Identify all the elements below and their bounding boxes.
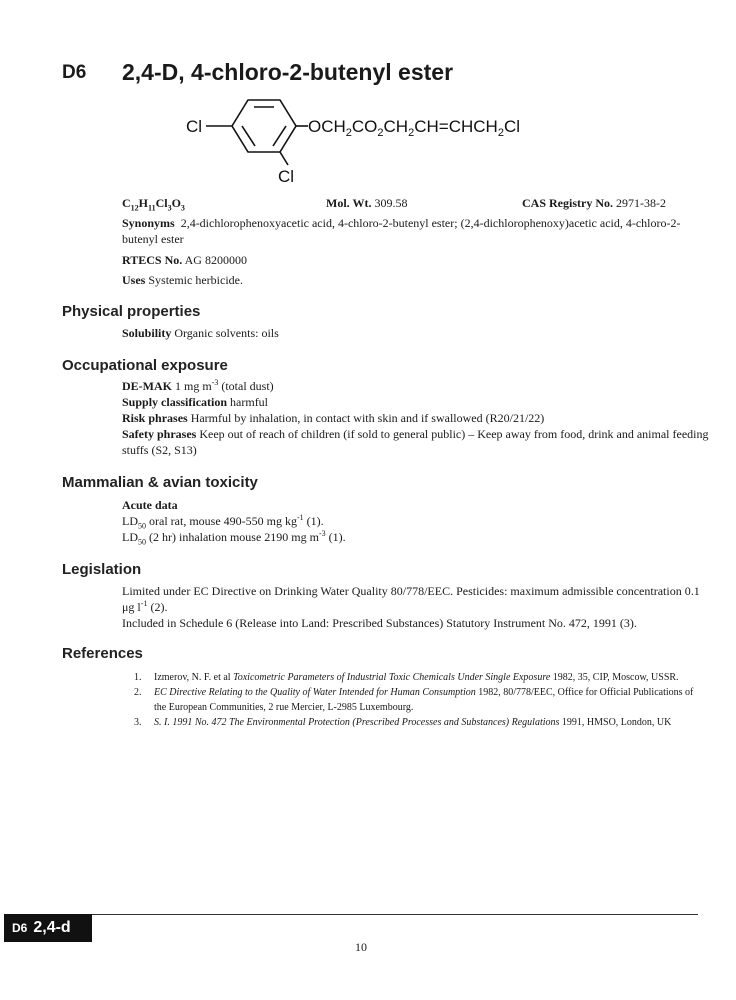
heading-occupational-exposure: Occupational exposure: [62, 357, 228, 374]
page-title: 2,4-D, 4-chloro-2-butenyl ester: [122, 59, 454, 85]
footer-tab-name: 2,4-d: [33, 919, 71, 936]
risk-phrases: Risk phrases Harmful by inhalation, in contact with skin and if swallowed (R20/21/22): [122, 411, 545, 425]
reference-item: 2. EC Directive Relating to the Quality of Water Intended for Human Consumption 1982, 80/778/EEC, Office for Official Publications of the European Communities, 2 rue Mercier, L-2985 Luxembourg.: [134, 687, 694, 713]
heading-toxicity: Mammalian & avian toxicity: [62, 474, 258, 491]
de-mak: DE-MAK 1 mg $m^{-3}$ (total dust): [122, 378, 274, 393]
chlorine-bottom: Cl: [278, 167, 295, 186]
reference-item: 3. S. I. 1991 No. 472 The Environmental Protection (Prescribed Processes and Substances) Regulations 1991, HMSO, London, UK: [134, 717, 672, 728]
benzene-ring: [232, 100, 296, 152]
reference-item: 1. Izmerov, N. F. et al Toxicometric Parameters of Industrial Toxic Chemicals Under Single Exposure 1982, 35, CIP, Moscow, USSR.: [134, 672, 679, 683]
acute-data-label: Acute data: [122, 498, 178, 512]
ld50-inhalation: $LD_{50}$ (2 hr) inhalation mouse 2190 mg $m^{-3}$ (1).: [122, 529, 346, 547]
occupational-exposure: [122, 378, 712, 458]
side-chain: $OCH_2CO_2CH_2CH=CHCH_2Cl$: [308, 117, 520, 139]
molecular-formula: $C_{12}H_{11}Cl_3O_3$: [122, 196, 185, 213]
heading-references: References: [62, 645, 143, 662]
footer-tab: [4, 914, 92, 942]
legislation: [122, 583, 712, 631]
synonyms: Synonyms 2,4-dichlorophenoxyacetic acid, 4-chloro-2-butenyl ester; (2,4-dichlorophenoxy)acetic acid, 4-chloro-2-butenyl ester: [122, 216, 681, 246]
rtecs-number: RTECS No. AG 8200000: [122, 253, 247, 267]
uses: Uses Systemic herbicide.: [122, 273, 243, 287]
heading-physical-properties: Physical properties: [62, 303, 201, 320]
chlorine-left: Cl: [186, 117, 203, 136]
heading-legislation: Legislation: [62, 561, 142, 578]
chemical-structure: [180, 92, 540, 190]
toxicity: [122, 497, 712, 545]
footer-tab-code: D6: [12, 921, 28, 935]
references-list: [134, 670, 704, 730]
entry-code: D6: [62, 62, 87, 83]
safety-phrases: Safety phrases Keep out of reach of children (if sold to general public) – Keep away from food, drink and animal feeding stuffs (S2, S13): [122, 427, 709, 457]
legislation-drinking-water: Limited under EC Directive on Drinking Water Quality 80/778/EEC. Pesticides: maximum admissible concentration 0.1 μg $l^{-1}$ (2).: [122, 584, 700, 614]
footer-rule: [62, 914, 698, 915]
legislation-schedule: Included in Schedule 6 (Release into Land: Prescribed Substances) Statutory Instrument No. 472, 1991 (3).: [122, 616, 637, 630]
solubility: Solubility Organic solvents: oils: [122, 326, 279, 340]
molecular-weight: Mol. Wt. 309.58: [326, 196, 408, 210]
physical-properties: [122, 325, 712, 341]
page-number: 10: [355, 940, 367, 954]
ld50-oral: $LD_{50}$ oral rat, mouse 490-550 mg $kg^{-1}$ (1).: [122, 513, 324, 531]
cas-registry: CAS Registry No. 2971-38-2: [522, 196, 666, 210]
supply-classification: Supply classification harmful: [122, 395, 269, 409]
